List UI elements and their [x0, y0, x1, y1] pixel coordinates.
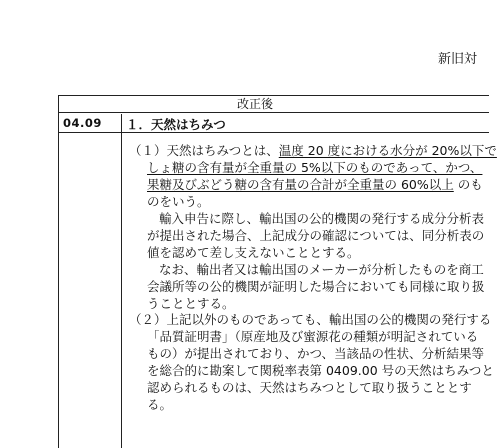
column-header-after-revision: 改正後 — [59, 96, 489, 113]
p1-line-1-text: （１）天然はちみつとは、 — [129, 143, 279, 158]
p1-line-7: 値を認めて差し支えないこととする。 — [147, 245, 360, 260]
row-divider — [59, 132, 489, 133]
p1-line-1 — [129, 143, 497, 158]
p1-line-3-text: のも — [457, 177, 483, 192]
p1-line-3 — [147, 177, 483, 192]
p1-line-3-underlined: 果糖及びぶどう糖の含有量の合計が全重量の 60%以上 — [147, 177, 454, 192]
p1-line-6: が提出された場合、上記成分の確認については、同分析表の — [147, 228, 485, 243]
section-heading: １．天然はちみつ — [126, 117, 226, 132]
p1-line-5: 輸入申告に際し、輸出国の公的機関の発行する成分分析表 — [159, 211, 485, 226]
p1-line-4: のをいう。 — [147, 194, 210, 209]
comparison-table — [58, 95, 497, 448]
p1-line-9: 会議所等の公的機関が証明した場合においても同様に取り扱 — [147, 279, 485, 294]
p2-line-4: を総合的に勘案して関税率表第 0409.00 号の天然はちみつと — [147, 363, 494, 378]
p2-line-3: もの）が提出されており、かつ、当該品の性状、分析結果等 — [147, 346, 485, 361]
p2-line-5: 認められるものは、天然はちみつとして取り扱うこととす — [147, 380, 472, 395]
p1-line-1-underlined: 温度 20 度における水分が 20%以下で — [278, 143, 497, 158]
p2-line-1: （２）上記以外のものであっても、輸出国の公的機関の発行する — [129, 312, 492, 327]
document-header-label: 新旧対 — [438, 52, 478, 67]
p2-line-2: 「品質証明書」（原産地及び蜜源花の種類が明記されている — [147, 329, 479, 344]
p1-line-8: なお、輸出者又は輸出国のメーカーが分析したものを商工 — [159, 262, 484, 277]
p1-line-10: うこととする。 — [147, 296, 235, 311]
tariff-code: 04.09 — [63, 116, 102, 130]
p1-line-2: しょ糖の含有量が全重量の 5%以下のものであって、かつ、 — [147, 160, 483, 175]
column-divider — [121, 114, 122, 448]
p2-line-6: る。 — [147, 397, 173, 412]
